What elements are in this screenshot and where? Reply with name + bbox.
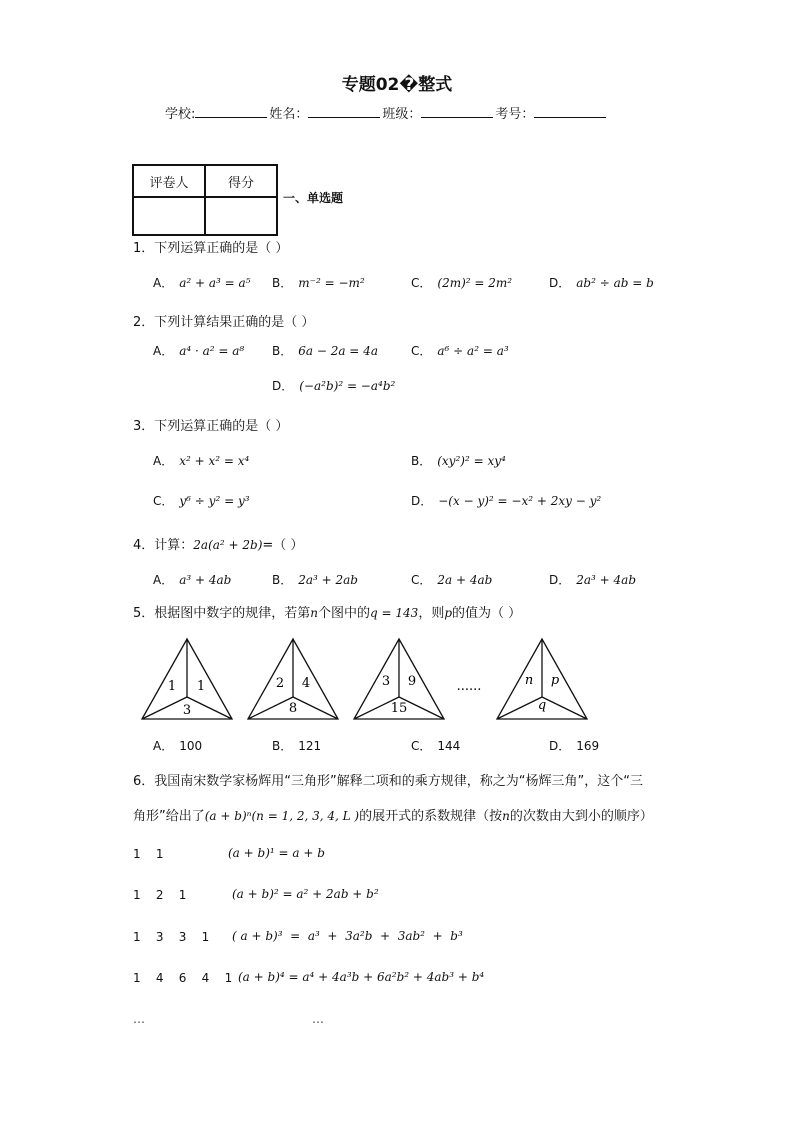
q5-stem-part: 的值为（ ） [452,606,522,621]
q5-stem-var: q = 143 [370,606,419,620]
option-expr: 2a³ + 4ab [576,573,637,587]
q4-stem-suffix: =（ ） [262,538,304,553]
q5-stem-part: 5．根据图中数字的规律，若第 [133,606,311,621]
option-label: C． [411,739,432,753]
q6-stem-part: 的次数由大到小的顺序） [509,809,653,824]
grader-header: 评卷人 [133,165,205,197]
option-label: A． [153,739,174,753]
q5-stem-var: p [444,606,453,620]
option-expr: 169 [576,739,600,753]
option-expr: 121 [298,739,322,753]
name-label: 姓名： [269,107,309,122]
option-expr: −(x − y)² = −x² + 2xy − y² [438,494,602,508]
q5-option-c[interactable] [411,737,460,754]
option-expr: (xy²)² = xy⁴ [437,454,506,468]
fig-n-right: p [550,673,560,688]
exam-no-blank[interactable] [534,105,606,118]
school-label: 学校: [165,107,196,122]
yanghui-ellipsis-left: … [133,1012,145,1026]
q1-stem: 1．下列运算正确的是（ ） [133,241,289,256]
q6-stem-expr: (a + b)ⁿ(n = 1, 2, 3, 4, L ) [204,809,360,823]
option-expr: a⁶ ÷ a² = a³ [437,344,509,358]
option-label: A． [153,344,174,358]
score-cell[interactable] [205,197,277,235]
exam-no-label: 考号： [495,107,535,122]
q4-option-c[interactable] [411,571,492,588]
option-label: C． [411,276,432,290]
fig1-left: 1 [167,679,177,694]
q5-option-b[interactable] [272,737,321,754]
option-label: D． [549,276,571,290]
fig1-right: 1 [196,679,206,694]
fig1-bottom: 3 [182,703,192,718]
q5-figure-2 [248,639,338,719]
option-expr: a² + a³ = a⁵ [179,276,251,290]
option-label: C． [153,494,174,508]
option-label: B． [411,454,432,468]
q5-option-d[interactable] [549,737,599,754]
q5-figure-1 [142,639,232,719]
fig3-bottom: 15 [390,701,408,716]
yanghui-row-2-coeffs: 1 2 1 [133,888,187,902]
q5-ellipsis: ...... [456,679,482,694]
q6-stem-line1: 6．我国南宋数学家杨辉用“三角形”解释二项和的乘方规律，称之为“杨辉三角”，这个“三 [133,774,643,789]
yanghui-row-3-coeffs: 1 3 3 1 [133,930,210,944]
school-blank[interactable] [195,105,267,118]
q5-stem-var: n [310,606,319,620]
q2-option-d[interactable] [272,377,395,394]
option-expr: 100 [179,739,203,753]
yanghui-row-1-coeffs: 1 1 [133,847,164,861]
fig-n-bottom: q [537,698,547,713]
option-label: D． [272,379,294,393]
class-blank[interactable] [421,105,493,118]
q4-option-a[interactable] [153,571,231,588]
yanghui-row-1-expr: (a + b)¹ = a + b [228,846,325,860]
option-label: D． [549,573,571,587]
yanghui-row-4-expr: (a + b)⁴ = a⁴ + 4a³b + 6a²b² + 4ab³ + b⁴ [238,970,485,984]
page-title: 专题02�整式 [341,75,453,95]
fig-n-left: n [524,673,534,688]
q6-stem-part: 角形”给出了 [133,809,205,824]
q4-option-b[interactable] [272,571,358,588]
option-label: B． [272,344,293,358]
option-expr: a⁴ · a² = a⁸ [179,344,245,358]
q3-stem: 3．下列运算正确的是（ ） [133,419,289,434]
option-expr: (−a²b)² = −a⁴b² [299,379,396,393]
q5-figure-3 [354,639,444,719]
q6-stem-var: n [502,809,510,823]
option-expr: ab² ÷ ab = b [576,276,654,290]
grader-cell[interactable] [133,197,205,235]
option-expr: 2a + 4ab [437,573,493,587]
q4-stem [133,534,303,553]
fig2-right: 4 [301,676,311,691]
q3-option-a[interactable] [153,452,249,469]
option-label: A． [153,276,174,290]
q5-stem [133,602,521,621]
score-table [132,164,278,236]
yanghui-row-2-expr: (a + b)² = a² + 2ab + b² [232,887,379,901]
option-label: C． [411,344,432,358]
q1-option-c[interactable] [411,274,512,291]
q3-option-b[interactable] [411,452,506,469]
option-label: D． [549,739,571,753]
q4-stem-expr: 2a(a² + 2b) [193,538,263,552]
q2-option-a[interactable] [153,342,244,359]
option-label: D． [411,494,433,508]
name-blank[interactable] [308,105,380,118]
option-label: C． [411,573,432,587]
option-label: A． [153,454,174,468]
q1-option-d[interactable] [549,274,654,291]
option-expr: (2m)² = 2m² [437,276,513,290]
q4-stem-prefix: 4．计算： [133,538,194,553]
option-label: B． [272,276,293,290]
yanghui-row-4-coeffs: 1 4 6 4 1 [133,971,233,985]
fig3-left: 3 [381,674,391,689]
q3-option-d[interactable] [411,492,601,509]
q2-option-c[interactable] [411,342,509,359]
option-expr: x² + x² = x⁴ [179,454,250,468]
option-expr: y⁶ ÷ y² = y³ [179,494,250,508]
option-expr: 2a³ + 2ab [298,573,358,587]
q5-stem-part: ，则 [418,606,445,621]
q3-option-c[interactable] [153,492,250,509]
q5-option-a[interactable] [153,737,202,754]
option-expr: m⁻² = −m² [298,276,365,290]
q2-option-b[interactable] [272,342,378,359]
fig2-left: 2 [275,676,285,691]
q5-stem-part: 个图中的 [318,606,371,621]
q6-stem-part: 的展开式的系数规律（按 [359,809,503,824]
q2-stem: 2．下列计算结果正确的是（ ） [133,315,315,330]
option-label: A． [153,573,174,587]
section-title: 一、单选题 [283,191,344,205]
q6-stem-line2 [133,805,653,824]
q5-figure-row [138,636,598,724]
option-expr: 144 [437,739,461,753]
q5-figure-n [497,639,587,719]
option-expr: a³ + 4ab [179,573,232,587]
q1-option-b[interactable] [272,274,365,291]
student-info-line [165,103,608,122]
option-label: B． [272,573,293,587]
fig2-bottom: 8 [288,701,298,716]
option-label: B． [272,739,293,753]
q4-option-d[interactable] [549,571,636,588]
q1-option-a[interactable] [153,274,250,291]
class-label: 班级： [382,107,422,122]
option-expr: 6a − 2a = 4a [298,344,378,358]
fig3-right: 9 [407,674,417,689]
yanghui-ellipsis-right: … [312,1012,324,1026]
score-header: 得分 [205,165,277,197]
yanghui-row-3-expr: ( a + b)³ = a³ + 3a²b + 3ab² + b³ [232,929,463,943]
